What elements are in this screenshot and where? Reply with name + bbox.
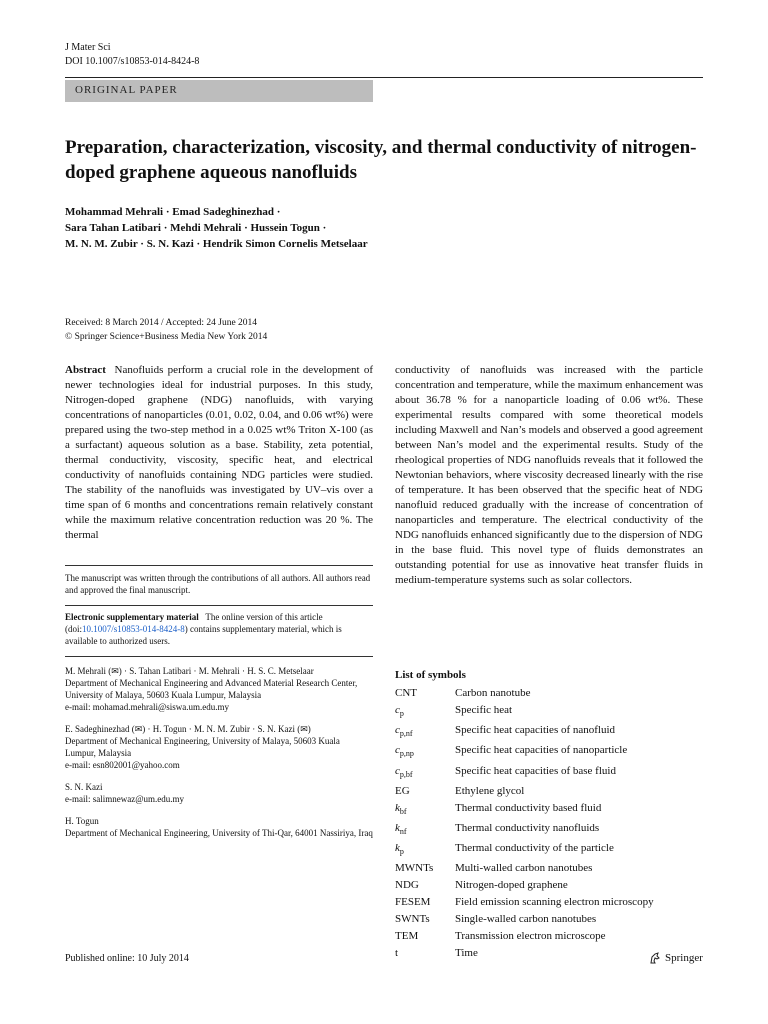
- published-date: Published online: 10 July 2014: [65, 953, 189, 964]
- affiliation-names: E. Sadeghinezhad (✉) · H. Togun · M. N. M. Zubir · S. N. Kazi (✉): [65, 724, 311, 734]
- symbol-row: [395, 928, 654, 945]
- symbol-row: [395, 763, 654, 783]
- affiliation-email[interactable]: e-mail: salimnewaz@um.edu.my: [65, 794, 185, 804]
- symbol-description: Time: [455, 947, 478, 960]
- symbol-description: Specific heat: [455, 704, 513, 716]
- symbol: $k_{bf}$: [395, 801, 407, 816]
- springer-horse-icon: [648, 951, 662, 965]
- symbol-row: [395, 685, 654, 702]
- affiliation: [65, 723, 373, 771]
- abstract-text: Nanofluids perform a crucial role in the development of newer technologies ideal for industrial purposes. In this study, Nitrogen-doped graphene (NDG) nanofluids, with varying concentrations of nanoparticles (0.01, 0.02, 0.04, and 0.06 wt%) were prepared using the two-step method in a 0.025 wt% Triton X-100 (as a surfactant) aqueous solution as a base. Stability, zeta potential, thermal conductivity, viscosity, specific heat, and electrical conductivity of nanofluids containing NDG particles were studied. The stability of the nanofluids was investigated by UV–vis over a time span of 6 months and concentrations remain relatively constant while the maximum relative concentration reduction was 20 %. The thermal: [65, 364, 373, 541]
- doi: DOI 10.1007/s10853-014-8424-8: [65, 56, 200, 67]
- symbol: $k_{nf}$: [395, 821, 407, 837]
- affiliation: [65, 781, 373, 805]
- symbol-row: [395, 945, 654, 962]
- springer-logo: [648, 951, 703, 965]
- paper-title: Preparation, characterization, viscosity, and thermal conductivity of nitrogen-doped graphene aqueous nanofluids: [65, 137, 697, 183]
- author-list: [65, 204, 705, 252]
- symbol-description: Specific heat capacities of nanofluid: [455, 724, 616, 737]
- author-line: Sara Tahan Latibari · Mehdi Mehrali · Hussein Togun ·: [65, 222, 327, 234]
- esm-label: Electronic supplementary material: [65, 612, 199, 622]
- symbol: $c_{p,nf}$: [395, 724, 413, 739]
- affiliation: [65, 665, 373, 713]
- symbol-description: Carbon nanotube: [455, 687, 531, 699]
- divider: [65, 605, 373, 606]
- symbol-description: Ethylene glycol: [455, 784, 525, 797]
- symbol-row: [395, 860, 654, 877]
- symbol-description: Single-walled carbon nanotubes: [455, 913, 597, 926]
- symbol: NDG: [395, 879, 419, 892]
- manuscript-note: The manuscript was written through the contributions of all authors. All authors read and approved the final manuscript.: [65, 573, 371, 595]
- symbol: TEM: [395, 930, 419, 943]
- symbol-row: [395, 840, 654, 860]
- affiliation-email[interactable]: e-mail: esn802001@yahoo.com: [65, 760, 180, 770]
- received-date: Received: 8 March 2014 / Accepted: 24 June 2014: [65, 318, 258, 328]
- symbol-row: [395, 742, 654, 762]
- symbol: $c_{p,bf}$: [395, 764, 413, 779]
- affiliation-dept: Department of Mechanical Engineering, University of Malaya, 50603 Kuala Lumpur, Malaysia: [65, 736, 340, 758]
- abstract-col1: [65, 363, 373, 839]
- symbol: SWNTs: [395, 913, 430, 926]
- symbol: $c_{p,np}$: [395, 744, 414, 759]
- symbol-row: [395, 702, 654, 722]
- header-rule: [65, 77, 703, 78]
- symbol: t: [395, 947, 399, 960]
- journal-name: J Mater Sci: [65, 42, 111, 53]
- symbol: CNT: [395, 687, 417, 699]
- symbol: MWNTs: [395, 862, 434, 875]
- symbol-row: [395, 877, 654, 894]
- symbols-table: [395, 685, 654, 962]
- affiliation-email[interactable]: e-mail: mohamad.mehrali@siswa.um.edu.my: [65, 702, 229, 712]
- symbol-description: Thermal conductivity based fluid: [455, 801, 602, 814]
- affiliation-names: S. N. Kazi: [65, 782, 103, 792]
- symbol: EG: [395, 784, 410, 797]
- symbol-row: [395, 911, 654, 928]
- copyright: © Springer Science+Business Media New York 2014: [65, 332, 268, 342]
- abstract-label: Abstract: [65, 364, 106, 376]
- symbol: FESEM: [395, 896, 431, 909]
- affiliation-dept: Department of Mechanical Engineering and Advanced Material Research Center, University of Malaya, 50603 Kuala Lumpur, Malaysia: [65, 678, 358, 700]
- symbol-description: Transmission electron microscope: [455, 930, 606, 943]
- abstract-col2: conductivity of nanofluids was increased with the particle concentration and temperature, while the maximum enhancement was about 36.78 % for a nanoparticle loading of 0.06 wt%. These experimental results compared with some theoretical models including Maxwell and Nan’s models and observed a good agreement between Nan’s model and the experimental results. Study of the rheological properties of NDG nanofluids reveals that it followed the Newtonian behaviors, where viscosity decreased linearly with the rise of temperature. It has been observed that the specific heat of NDG nanofluid reduced gradually with the increase of concentration of nanoparticles and temperature. The electrical conductivity of the NDG nanofluids enhanced significantly due to the dispersion of NDG in the base fluid. This novel type of fluids demonstrates an outstanding potential for use as innovative heat transfer fluids in medium-temperature systems such as solar collectors.: [395, 364, 703, 586]
- affiliation-names: M. Mehrali (✉) · S. Tahan Latibari · M. Mehrali · H. S. C. Metselaar: [65, 666, 314, 676]
- symbol: $c_p$: [395, 704, 404, 719]
- symbol-row: [395, 800, 654, 820]
- section-band: [65, 80, 373, 102]
- symbol-row: [395, 722, 654, 742]
- affiliation: [65, 815, 373, 839]
- symbol-row: [395, 820, 654, 840]
- symbol-row: [395, 783, 654, 800]
- symbol-row: [395, 894, 654, 911]
- symbol: $k_p$: [395, 842, 404, 857]
- symbols-heading: List of symbols: [395, 669, 466, 681]
- divider: [65, 565, 373, 566]
- symbol-description: Thermal conductivity nanofluids: [455, 821, 600, 834]
- symbol-description: Specific heat capacities of nanoparticle: [455, 744, 628, 757]
- author-line: M. N. M. Zubir · S. N. Kazi · Hendrik Simon Cornelis Metselaar: [65, 238, 368, 250]
- section-label: ORIGINAL PAPER: [75, 84, 178, 96]
- doi-link[interactable]: 10.1007/s10853-014-8424-8: [82, 624, 185, 634]
- dates: [65, 316, 267, 344]
- springer-text: Springer: [665, 952, 703, 964]
- affiliation-names: H. Togun: [65, 816, 99, 826]
- symbol-description: Field emission scanning electron microscopy: [455, 896, 654, 909]
- affiliation-dept: Department of Mechanical Engineering, University of Thi-Qar, 64001 Nassiriya, Iraq: [65, 828, 373, 838]
- esm-note: Electronic supplementary material The online version of this article (doi:10.1007/s10853-014-8424-8) contains supplementary material, which is available to authorized users.: [65, 612, 342, 646]
- divider: [65, 656, 373, 657]
- symbol-description: Multi-walled carbon nanotubes: [455, 862, 593, 875]
- symbol-description: Thermal conductivity of the particle: [455, 842, 614, 855]
- author-line: Mohammad Mehrali · Emad Sadeghinezhad ·: [65, 206, 281, 218]
- symbol-description: Specific heat capacities of base fluid: [455, 764, 616, 777]
- symbol-description: Nitrogen-doped graphene: [455, 879, 568, 892]
